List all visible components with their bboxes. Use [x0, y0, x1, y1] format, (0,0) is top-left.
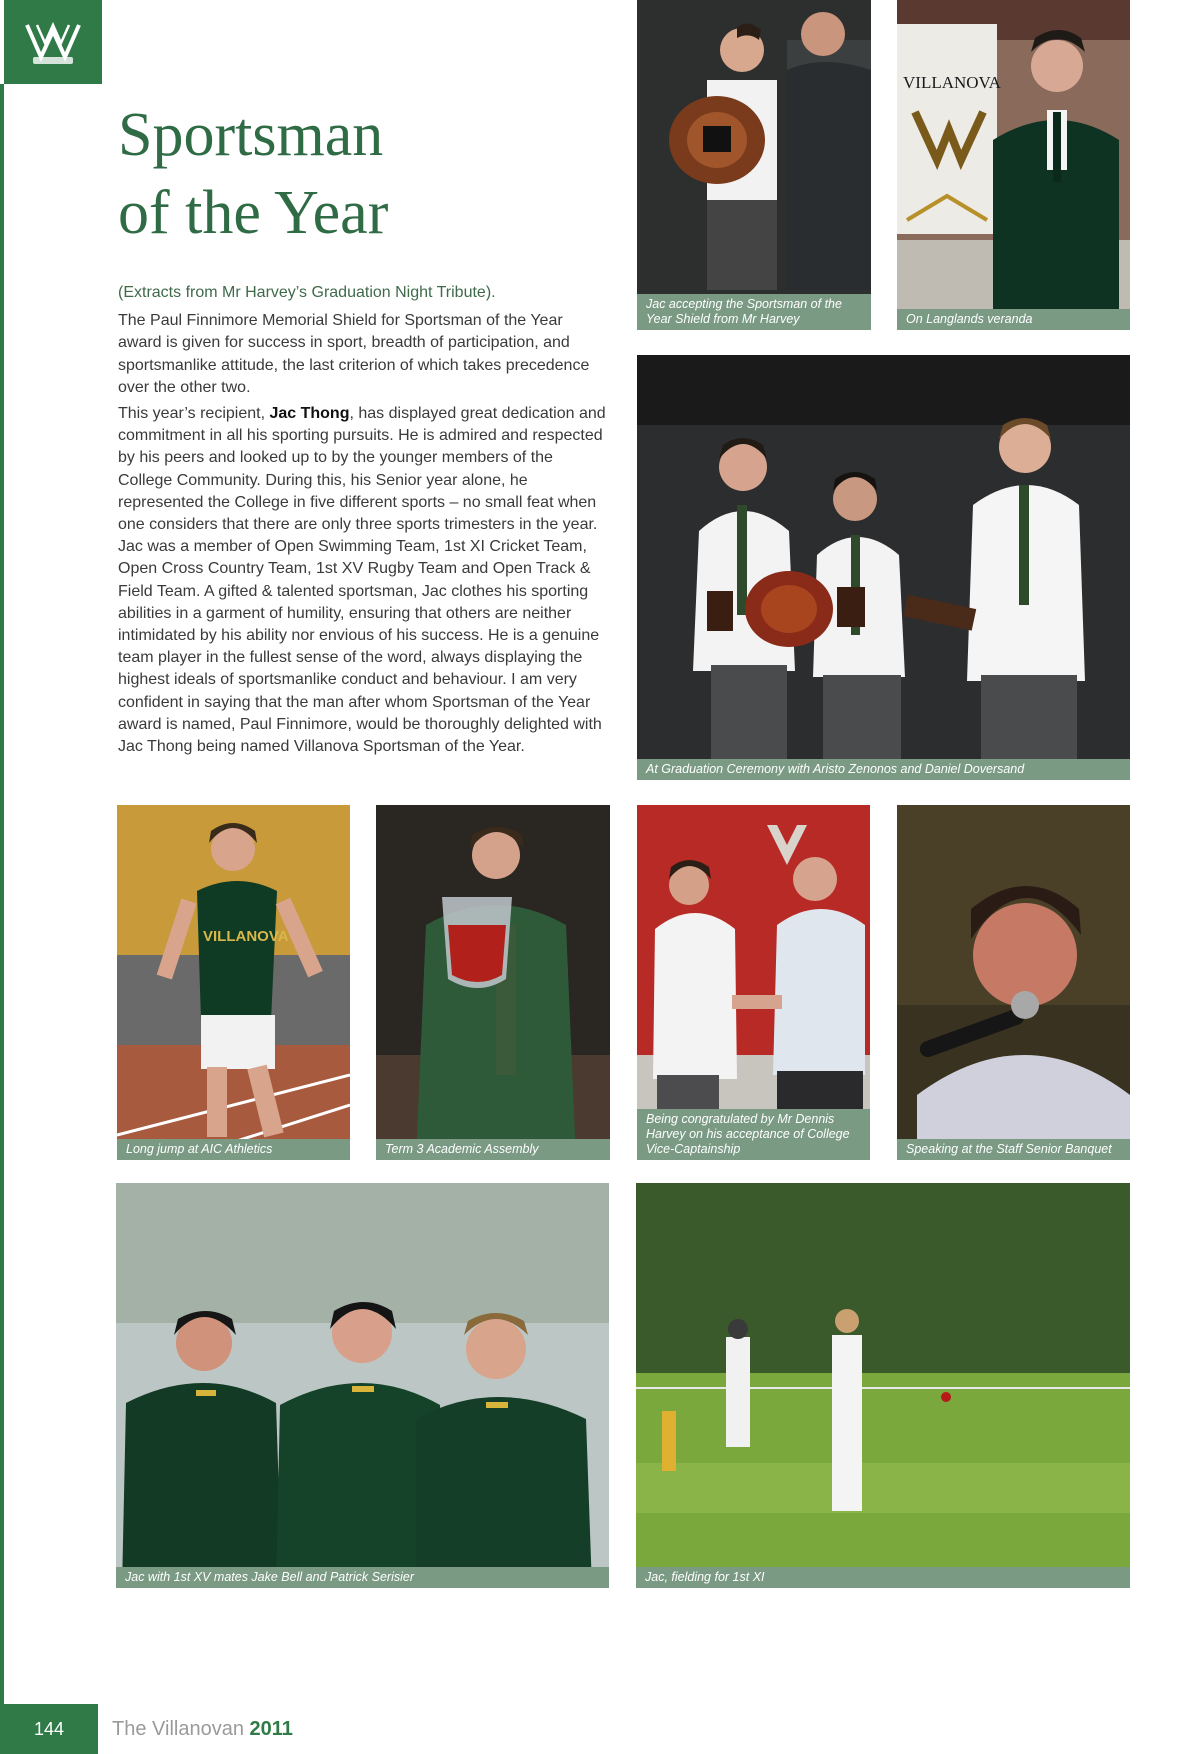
- graduation-scene: [637, 355, 1130, 780]
- paragraph-2-start: This year’s recipient,: [118, 405, 270, 423]
- caption-assembly: Term 3 Academic Assembly: [376, 1139, 610, 1160]
- publication-footer: [112, 1718, 293, 1741]
- assembly-scene: [376, 805, 610, 1160]
- recipient-name: Jac Thong: [269, 405, 350, 423]
- paragraph-2-rest: , has displayed great dedication and commitment in all his sporting pursuits. He is admired and respected by his peers and looked up to by the younger members of the College Community. During this, his Senior year alone, he represented the College in five different sports – no small feat when one considers that there are only three sports trimesters in the year. Jac was a member of Open Swimming Team, 1st XI Cricket Team, Open Cross Country Team, 1st XV Rugby Team and Open Track & Field Team. A gifted & talented sportsman, Jac clothes his sporting abilities in a garment of humility, ensuring that others are neither intimidated by his ability nor envious of his success. He is a genuine team player in the fullest sense of the word, always displaying the highest ideals of sportsmanlike conduct and behaviour. I am very confident in saying that the man after whom Sportsman of the Year award is named, Paul Finnimore, would be thoroughly delighted with Jac Thong being named Villanova Sportsman of the Year.: [118, 405, 606, 756]
- left-margin-rule: [0, 84, 4, 1704]
- caption-shield: Jac accepting the Sportsman of the Year Shield from Mr Harvey: [637, 294, 871, 330]
- caption-graduation: At Graduation Ceremony with Aristo Zenonos and Daniel Doversand: [637, 759, 1130, 780]
- singlet-text: VILLANOVA: [203, 928, 289, 945]
- photo-cricket-fielding: [636, 1183, 1130, 1588]
- photo-graduation-ceremony: [637, 355, 1130, 780]
- villanova-crest-icon: [23, 17, 83, 67]
- caption-veranda: On Langlands veranda: [897, 309, 1130, 330]
- publication-year: 2011: [249, 1718, 293, 1740]
- title-line-1: Sportsman: [118, 101, 384, 169]
- photo-staff-senior-banquet: [897, 805, 1130, 1160]
- caption-banquet: Speaking at the Staff Senior Banquet: [897, 1139, 1130, 1160]
- cricket-scene: [636, 1183, 1130, 1588]
- photo-vice-captain-congrats: [637, 805, 870, 1160]
- publication-name: The Villanovan: [112, 1718, 244, 1740]
- rugby-scene: [116, 1183, 609, 1588]
- photo-shield-presentation: [637, 0, 871, 330]
- page-title: [118, 96, 388, 252]
- caption-rugby: Jac with 1st XV mates Jake Bell and Patrick Serisier: [116, 1567, 609, 1588]
- page-number: 144: [0, 1704, 98, 1754]
- long-jump-scene: [117, 805, 350, 1160]
- photo-academic-assembly: [376, 805, 610, 1160]
- article-paragraph-1: The Paul Finnimore Memorial Shield for Sportsman of the Year award is given for success in sport, breadth of participation, and sportsmanlike attitude, the last criterion of which takes precedence over the other two.: [118, 312, 590, 396]
- shield-scene: [637, 0, 871, 330]
- caption-cricket: Jac, fielding for 1st XI: [636, 1567, 1130, 1588]
- photo-long-jump: [117, 805, 350, 1160]
- congrats-scene: [637, 805, 870, 1160]
- veranda-scene: [897, 0, 1130, 330]
- title-line-2: of the Year: [118, 179, 389, 247]
- banquet-scene: [897, 805, 1130, 1160]
- article-paragraph-2: [118, 403, 610, 758]
- banner-text: VILLANOVA: [903, 73, 1001, 92]
- article-intro: (Extracts from Mr Harvey’s Graduation Night Tribute).: [118, 284, 496, 301]
- caption-congrats: Being congratulated by Mr Dennis Harvey on his acceptance of College Vice-Captainship: [637, 1109, 870, 1160]
- villanova-logo: [4, 0, 102, 84]
- photo-rugby-team: [116, 1183, 609, 1588]
- photo-langlands-veranda: [897, 0, 1130, 330]
- article-body: [118, 282, 610, 762]
- caption-long-jump: Long jump at AIC Athletics: [117, 1139, 350, 1160]
